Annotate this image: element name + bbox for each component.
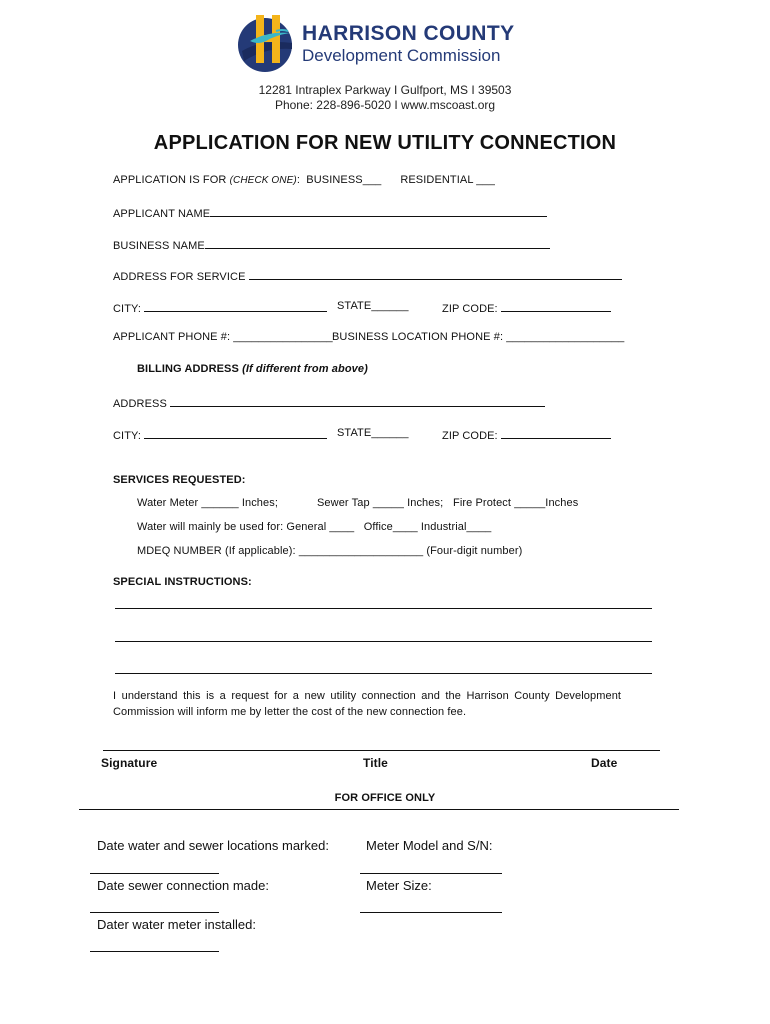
signature-label: Signature bbox=[101, 756, 158, 770]
org-sub: Development Commission bbox=[302, 46, 501, 65]
billing-address-row bbox=[113, 395, 545, 410]
business-option[interactable]: BUSINESS___ bbox=[306, 174, 382, 186]
water-sewer-marked-line[interactable] bbox=[90, 873, 219, 874]
sewer-connection-label: Date sewer connection made: bbox=[97, 878, 269, 893]
special-instructions-line-1[interactable] bbox=[115, 608, 652, 609]
business-name-label: BUSINESS NAME bbox=[113, 240, 205, 252]
applicant-name-field[interactable] bbox=[210, 205, 547, 217]
services-heading: SERVICES REQUESTED: bbox=[113, 474, 246, 486]
billing-state-label[interactable]: STATE______ bbox=[337, 427, 409, 439]
statement-line-1: I understand this is a request for a new utility connection and the Harrison County Development bbox=[113, 690, 622, 702]
application-type-row bbox=[113, 174, 495, 186]
colon: : bbox=[296, 174, 300, 186]
business-name-row bbox=[113, 237, 550, 252]
sewer-tap-field[interactable]: Sewer Tap _____ Inches; bbox=[317, 497, 444, 509]
address-line: 12281 Intraplex Parkway I Gulfport, MS I 39503 bbox=[258, 83, 512, 97]
office-divider bbox=[79, 809, 679, 810]
service-address-label: ADDRESS FOR SERVICE bbox=[113, 271, 249, 283]
office-only-heading: FOR OFFICE ONLY bbox=[334, 792, 436, 804]
business-name-field[interactable] bbox=[205, 237, 550, 249]
billing-city-field[interactable] bbox=[144, 427, 327, 439]
zip-field[interactable] bbox=[501, 300, 611, 312]
city-label: CITY: bbox=[113, 303, 145, 315]
mdeq-number-row[interactable]: MDEQ NUMBER (If applicable): ____________________ (Four-digit number) bbox=[137, 545, 523, 557]
special-instructions-line-2[interactable] bbox=[115, 641, 652, 642]
service-city-row bbox=[113, 300, 327, 315]
sewer-connection-line[interactable] bbox=[90, 912, 219, 913]
application-type-hint: (CHECK ONE) bbox=[229, 175, 297, 186]
state-label[interactable]: STATE______ bbox=[337, 300, 409, 312]
statement-line-2: Commission will inform me by letter the cost of the new connection fee. bbox=[113, 706, 467, 718]
phone-line: Phone: 228-896-5020 I www.mscoast.org bbox=[274, 98, 496, 112]
special-instructions-line-3[interactable] bbox=[115, 673, 652, 674]
zip-row bbox=[442, 300, 611, 315]
meter-installed-label: Dater water meter installed: bbox=[97, 917, 256, 932]
title-label: Title bbox=[363, 756, 388, 770]
business-phone-field[interactable]: BUSINESS LOCATION PHONE #: ___________________ bbox=[332, 331, 625, 343]
applicant-phone-field[interactable]: APPLICANT PHONE #: ________________ bbox=[113, 331, 333, 343]
harrison-county-h-logo-icon bbox=[232, 9, 298, 75]
special-instructions-heading: SPECIAL INSTRUCTIONS: bbox=[113, 576, 252, 588]
billing-heading-note: (If different from above) bbox=[242, 363, 368, 375]
city-field[interactable] bbox=[144, 300, 327, 312]
billing-heading bbox=[137, 363, 368, 375]
logo bbox=[230, 8, 530, 78]
page-title: APPLICATION FOR NEW UTILITY CONNECTION bbox=[153, 132, 617, 154]
billing-zip-field[interactable] bbox=[501, 427, 611, 439]
meter-model-line[interactable] bbox=[360, 873, 502, 874]
water-sewer-marked-label: Date water and sewer locations marked: bbox=[97, 838, 329, 853]
meter-model-label: Meter Model and S/N: bbox=[366, 838, 493, 853]
billing-address-field[interactable] bbox=[170, 395, 545, 407]
water-use-row[interactable]: Water will mainly be used for: General ____ Office____ Industrial____ bbox=[137, 521, 492, 533]
service-address-field[interactable] bbox=[249, 268, 622, 280]
meter-size-label: Meter Size: bbox=[366, 878, 432, 893]
billing-zip-label: ZIP CODE: bbox=[442, 430, 501, 442]
zip-label: ZIP CODE: bbox=[442, 303, 501, 315]
fire-protect-field[interactable]: Fire Protect _____Inches bbox=[453, 497, 579, 509]
org-name: HARRISON COUNTY bbox=[302, 22, 515, 45]
application-type-label: APPLICATION IS FOR bbox=[113, 174, 230, 186]
billing-city-label: CITY: bbox=[113, 430, 145, 442]
billing-heading-text: BILLING ADDRESS bbox=[137, 363, 243, 375]
applicant-name-row bbox=[113, 205, 547, 220]
applicant-name-label: APPLICANT NAME bbox=[113, 208, 211, 220]
billing-zip-row bbox=[442, 427, 611, 442]
meter-installed-line[interactable] bbox=[90, 951, 219, 952]
date-label: Date bbox=[591, 756, 618, 770]
service-address-row bbox=[113, 268, 622, 283]
billing-city-row bbox=[113, 427, 327, 442]
residential-option[interactable]: RESIDENTIAL ___ bbox=[400, 174, 495, 186]
billing-address-label: ADDRESS bbox=[113, 398, 171, 410]
meter-size-line[interactable] bbox=[360, 912, 502, 913]
signature-line[interactable] bbox=[103, 750, 660, 751]
water-meter-field[interactable]: Water Meter ______ Inches; bbox=[137, 497, 278, 509]
